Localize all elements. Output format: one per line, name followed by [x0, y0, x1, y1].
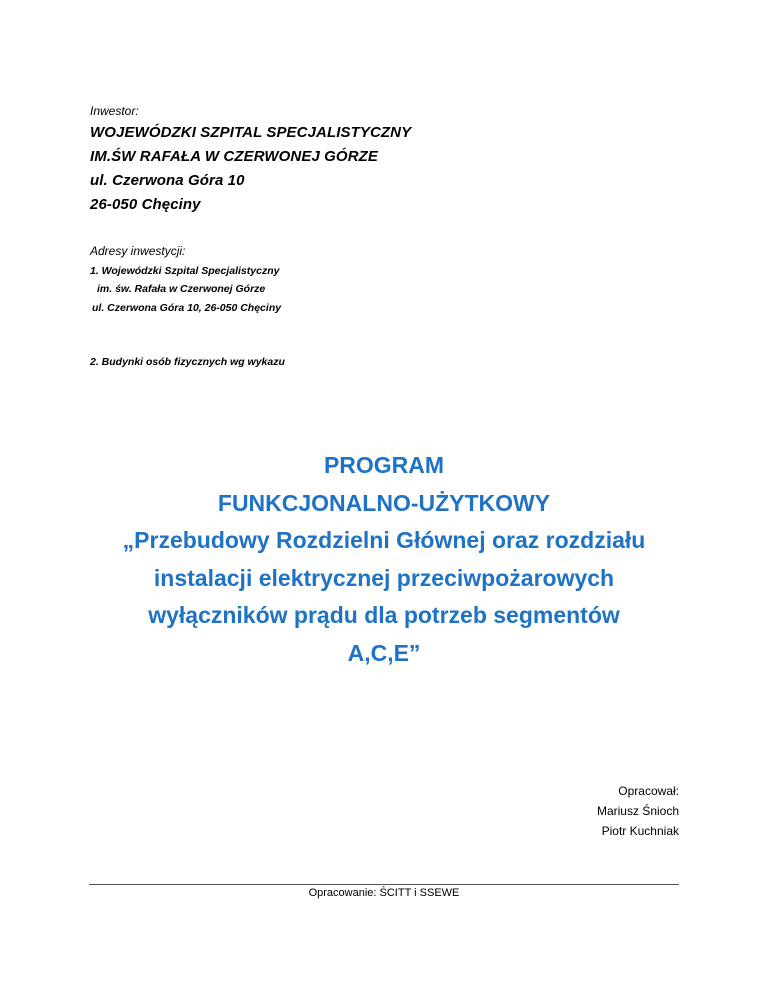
- footer-divider: [89, 884, 679, 885]
- addresses-label: Adresy inwestycji:: [90, 244, 186, 258]
- title-line-2: FUNKCJONALNO-UŻYTKOWY: [217, 489, 551, 516]
- title-line-6: A,C,E”: [347, 639, 421, 666]
- title-line-1: PROGRAM: [323, 452, 445, 478]
- prepared-by: [597, 781, 679, 841]
- investor-street: ul. Czerwona Góra 10: [90, 172, 245, 189]
- address-1-line-3: ul. Czerwona Góra 10, 26-050 Chęciny: [92, 302, 282, 314]
- author-name-1: Mariusz Śnioch: [596, 804, 679, 818]
- address-1-line-2: im. św. Rafała w Czerwonej Górze: [97, 283, 266, 295]
- title-line-5: wyłączników prądu dla potrzeb segmentów: [148, 602, 620, 628]
- address-2: 2. Budynki osób fizycznych wg wykazu: [90, 356, 285, 368]
- title-line-4: instalacji elektrycznej przeciwpożarowych: [153, 564, 615, 591]
- author-name-2: Piotr Kuchniak: [601, 824, 679, 838]
- investor-name-line-1: WOJEWÓDZKI SZPITAL SPECJALISTYCZNY: [90, 124, 412, 141]
- title-line-3: „Przebudowy Rozdzielni Głównej oraz rozdziału: [122, 527, 646, 553]
- investor-name-line-2: IM.ŚW RAFAŁA W CZERWONEJ GÓRZE: [90, 148, 378, 165]
- investor-label: Inwestor:: [90, 104, 139, 118]
- prepared-by-label: Opracował:: [618, 784, 679, 798]
- document-title: [64, 447, 704, 672]
- footer-text: Opracowanie: ŚCITT i SSEWE: [308, 887, 460, 899]
- address-1-line-1: 1. Wojewódzki Szpital Specjalistyczny: [90, 265, 280, 277]
- investor-postal-city: 26-050 Chęciny: [90, 196, 201, 213]
